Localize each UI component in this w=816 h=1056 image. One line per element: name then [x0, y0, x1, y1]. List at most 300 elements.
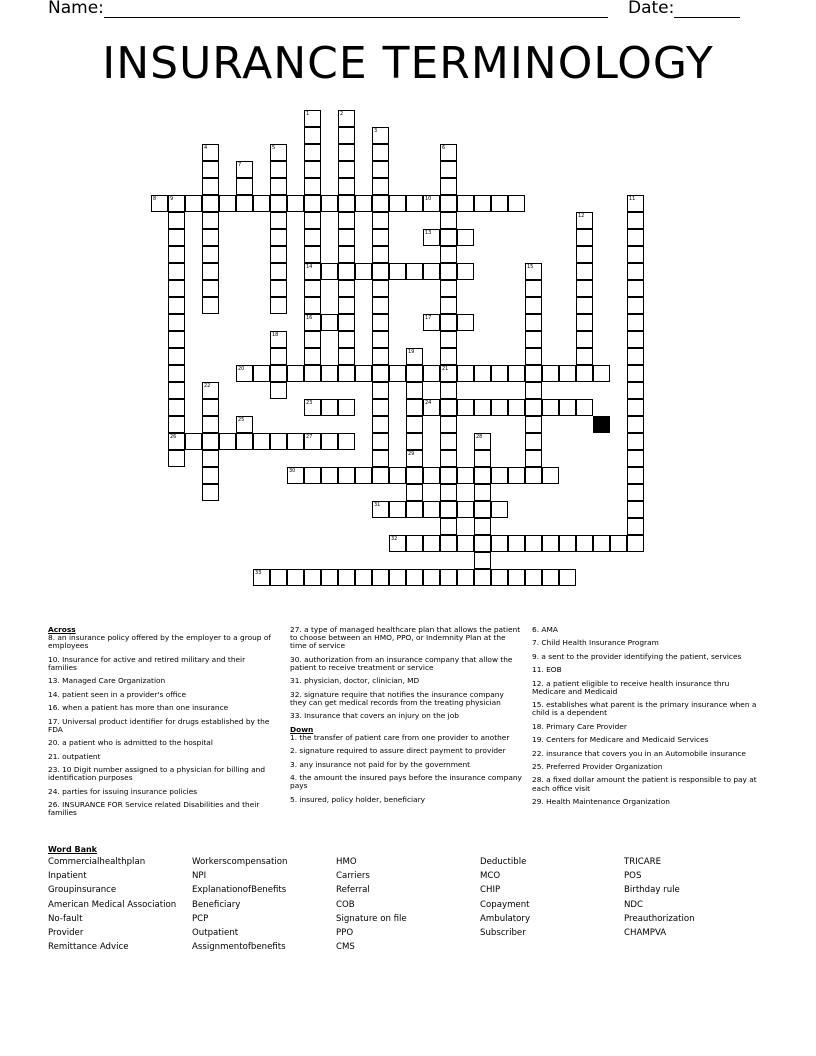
grid-cell[interactable]	[491, 501, 508, 518]
grid-cell[interactable]	[423, 365, 440, 382]
grid-cell[interactable]	[474, 399, 491, 416]
grid-cell[interactable]	[253, 433, 270, 450]
grid-cell[interactable]	[542, 365, 559, 382]
grid-cell[interactable]	[525, 467, 542, 484]
grid-cell[interactable]	[423, 535, 440, 552]
grid-cell[interactable]	[440, 382, 457, 399]
grid-cell[interactable]	[576, 348, 593, 365]
grid-cell[interactable]	[304, 569, 321, 586]
grid-cell[interactable]	[627, 416, 644, 433]
word-bank	[48, 845, 788, 967]
grid-cell[interactable]	[440, 297, 457, 314]
grid-cell[interactable]	[525, 314, 542, 331]
word-bank-item: Remittance Advice	[48, 942, 129, 953]
grid-cell[interactable]	[270, 229, 287, 246]
grid-cell[interactable]	[559, 535, 576, 552]
grid-cell[interactable]	[406, 195, 423, 212]
grid-cell[interactable]	[525, 416, 542, 433]
grid-cell[interactable]	[576, 263, 593, 280]
grid-cell[interactable]	[338, 280, 355, 297]
grid-cell[interactable]	[440, 246, 457, 263]
grid-cell[interactable]	[610, 535, 627, 552]
grid-cell[interactable]	[627, 246, 644, 263]
grid-cell[interactable]	[338, 399, 355, 416]
word-bank-item: Commercialhealthplan	[48, 857, 146, 867]
grid-clue-number: 14	[306, 264, 313, 270]
grid-cell[interactable]	[406, 263, 423, 280]
grid-cell[interactable]	[627, 229, 644, 246]
grid-cell[interactable]	[372, 212, 389, 229]
grid-cell[interactable]	[474, 518, 491, 535]
grid-cell[interactable]	[627, 280, 644, 297]
grid-cell[interactable]	[168, 331, 185, 348]
word-bank-item: Workerscompensation	[192, 857, 288, 867]
grid-cell[interactable]	[525, 569, 542, 586]
grid-cell[interactable]	[304, 365, 321, 382]
grid-cell[interactable]	[338, 127, 355, 144]
grid-cell[interactable]	[270, 433, 287, 450]
grid-cell[interactable]	[168, 382, 185, 399]
grid-cell[interactable]	[321, 314, 338, 331]
clue-down-29: 29. Health Maintenance Organization	[532, 796, 670, 806]
grid-cell[interactable]	[525, 297, 542, 314]
grid-cell[interactable]	[457, 263, 474, 280]
clue-down-25: 25. Preferred Provider Organization	[532, 761, 663, 771]
grid-cell[interactable]	[270, 195, 287, 212]
grid-cell[interactable]	[236, 178, 253, 195]
clue-across-32: 32. signature require that notifies the insurance company they can get medical records from the treating physician	[290, 689, 504, 707]
grid-cell[interactable]	[236, 195, 253, 212]
grid-cell[interactable]	[525, 433, 542, 450]
grid-clue-number: 10	[425, 196, 432, 202]
grid-cell[interactable]	[202, 450, 219, 467]
grid-cell[interactable]	[406, 365, 423, 382]
grid-cell[interactable]	[389, 195, 406, 212]
grid-cell[interactable]	[321, 467, 338, 484]
grid-clue-number: 18	[272, 332, 279, 338]
clue-across-20: 20. a patient who is admitted to the hospital	[48, 738, 213, 748]
grid-cell[interactable]	[372, 280, 389, 297]
grid-cell[interactable]	[508, 569, 525, 586]
grid-cell[interactable]	[627, 331, 644, 348]
grid-cell[interactable]	[168, 246, 185, 263]
grid-cell[interactable]	[440, 569, 457, 586]
grid-cell[interactable]	[372, 569, 389, 586]
grid-cell[interactable]	[372, 161, 389, 178]
grid-cell[interactable]	[406, 399, 423, 416]
grid-cell[interactable]	[372, 178, 389, 195]
grid-cell[interactable]	[168, 348, 185, 365]
clue-across-13: 13. Managed Care Organization	[48, 676, 166, 686]
grid-cell[interactable]	[457, 467, 474, 484]
grid-clue-number: 13	[425, 230, 432, 236]
grid-cell[interactable]	[355, 467, 372, 484]
grid-clue-number: 29	[408, 451, 415, 457]
grid-cell[interactable]	[338, 365, 355, 382]
grid-cell[interactable]	[576, 314, 593, 331]
word-bank-item: Outpatient	[192, 928, 239, 938]
grid-cell[interactable]	[406, 382, 423, 399]
grid-cell[interactable]	[406, 416, 423, 433]
grid-cell[interactable]	[525, 382, 542, 399]
grid-cell[interactable]	[542, 569, 559, 586]
grid-cell[interactable]	[270, 263, 287, 280]
grid-cell[interactable]	[491, 399, 508, 416]
grid-cell[interactable]	[576, 229, 593, 246]
grid-cell[interactable]	[542, 535, 559, 552]
grid-cell[interactable]	[576, 399, 593, 416]
grid-cell[interactable]	[202, 161, 219, 178]
grid-cell[interactable]	[406, 501, 423, 518]
grid-cell[interactable]	[440, 450, 457, 467]
grid-cell[interactable]	[168, 212, 185, 229]
grid-cell[interactable]	[372, 416, 389, 433]
word-bank-item: CHAMPVA	[624, 928, 667, 938]
grid-cell[interactable]	[406, 433, 423, 450]
grid-cell[interactable]	[253, 365, 270, 382]
grid-cell[interactable]	[372, 467, 389, 484]
grid-cell[interactable]	[525, 365, 542, 382]
grid-cell[interactable]	[338, 348, 355, 365]
clue-across-33: 33. Insurance that covers an injury on the job	[290, 711, 459, 721]
word-bank-item: Groupinsurance	[48, 885, 117, 896]
grid-cell[interactable]	[338, 314, 355, 331]
clue-across-21: 21. outpatient	[48, 751, 101, 761]
grid-cell[interactable]	[508, 467, 525, 484]
grid-cell[interactable]	[406, 569, 423, 586]
grid-cell[interactable]	[593, 535, 610, 552]
grid-cell[interactable]	[423, 467, 440, 484]
grid-cell[interactable]	[525, 280, 542, 297]
grid-cell[interactable]	[576, 535, 593, 552]
grid-cell[interactable]	[627, 314, 644, 331]
grid-cell[interactable]	[270, 569, 287, 586]
grid-cell[interactable]	[576, 246, 593, 263]
grid-cell[interactable]	[202, 195, 219, 212]
grid-cell[interactable]	[202, 467, 219, 484]
grid-cell[interactable]	[338, 195, 355, 212]
grid-cell[interactable]	[627, 263, 644, 280]
grid-cell[interactable]	[440, 314, 457, 331]
grid-cell[interactable]	[304, 297, 321, 314]
grid-cell[interactable]	[440, 467, 457, 484]
clue-across-31: 31. physician, doctor, clinician, MD	[290, 676, 420, 686]
word-bank-item: Signature on file	[336, 913, 407, 924]
grid-cell[interactable]	[627, 365, 644, 382]
grid-cell[interactable]	[389, 569, 406, 586]
grid-cell[interactable]	[321, 195, 338, 212]
grid-cell[interactable]	[338, 263, 355, 280]
grid-cell[interactable]	[304, 161, 321, 178]
grid-clue-number: 22	[204, 383, 211, 389]
grid-cell[interactable]	[372, 399, 389, 416]
grid-cell[interactable]	[457, 365, 474, 382]
grid-cell[interactable]	[338, 433, 355, 450]
grid-cell[interactable]	[168, 399, 185, 416]
grid-cell[interactable]	[304, 246, 321, 263]
grid-cell[interactable]	[338, 246, 355, 263]
grid-cell[interactable]	[423, 569, 440, 586]
grid-cell[interactable]	[304, 348, 321, 365]
grid-clue-number: 20	[238, 366, 245, 372]
clue-down-9: 9. a sent to the provider identifying the patient, services	[532, 651, 742, 661]
grid-cell[interactable]	[508, 195, 525, 212]
grid-cell[interactable]	[219, 433, 236, 450]
grid-cell[interactable]	[321, 433, 338, 450]
grid-cell[interactable]	[321, 399, 338, 416]
grid-cell[interactable]	[287, 195, 304, 212]
grid-cell[interactable]	[457, 535, 474, 552]
grid-cell[interactable]	[372, 229, 389, 246]
grid-cell[interactable]	[372, 263, 389, 280]
grid-cell[interactable]	[202, 416, 219, 433]
clue-column-3	[532, 626, 764, 811]
grid-cell[interactable]	[355, 263, 372, 280]
grid-cell[interactable]	[457, 195, 474, 212]
grid-cell[interactable]	[304, 331, 321, 348]
grid-cell[interactable]	[474, 484, 491, 501]
grid-cell[interactable]	[168, 450, 185, 467]
grid-cell[interactable]	[304, 178, 321, 195]
grid-cell[interactable]	[525, 348, 542, 365]
grid-cell[interactable]	[491, 195, 508, 212]
grid-cell[interactable]	[202, 433, 219, 450]
grid-cell[interactable]	[185, 433, 202, 450]
grid-cell[interactable]	[372, 314, 389, 331]
grid-cell[interactable]	[304, 467, 321, 484]
grid-cell[interactable]	[304, 229, 321, 246]
grid-cell[interactable]	[423, 263, 440, 280]
grid-cell[interactable]	[440, 399, 457, 416]
grid-cell[interactable]	[270, 348, 287, 365]
grid-clue-number: 11	[629, 196, 636, 202]
grid-cell[interactable]	[372, 365, 389, 382]
grid-cell[interactable]	[406, 535, 423, 552]
grid-cell[interactable]	[304, 127, 321, 144]
grid-cell[interactable]	[372, 144, 389, 161]
grid-cell[interactable]	[627, 382, 644, 399]
grid-cell[interactable]	[321, 263, 338, 280]
grid-cell[interactable]	[202, 297, 219, 314]
grid-cell[interactable]	[355, 195, 372, 212]
grid-cell[interactable]	[372, 246, 389, 263]
grid-cell[interactable]	[338, 161, 355, 178]
clue-across-10: 10. Insurance for active and retired military and their families	[48, 654, 246, 672]
grid-clue-number: 12	[578, 213, 585, 219]
grid-cell[interactable]	[202, 246, 219, 263]
word-bank-item: ExplanationofBenefits	[192, 885, 287, 896]
grid-cell[interactable]	[627, 484, 644, 501]
clue-across-14: 14. patient seen in a provider's office	[48, 689, 186, 699]
grid-cell[interactable]	[372, 331, 389, 348]
grid-cell[interactable]	[457, 229, 474, 246]
grid-cell[interactable]	[338, 144, 355, 161]
grid-cell[interactable]	[389, 365, 406, 382]
grid-cell[interactable]	[270, 161, 287, 178]
grid-cell[interactable]	[440, 212, 457, 229]
grid-cell[interactable]	[474, 467, 491, 484]
grid-cell[interactable]	[491, 365, 508, 382]
grid-cell[interactable]	[474, 569, 491, 586]
grid-cell[interactable]	[270, 246, 287, 263]
grid-cell[interactable]	[474, 501, 491, 518]
grid-cell[interactable]	[593, 365, 610, 382]
grid-cell[interactable]	[457, 569, 474, 586]
grid-cell[interactable]	[372, 382, 389, 399]
grid-clue-number: 2	[340, 111, 344, 117]
grid-cell[interactable]	[457, 314, 474, 331]
grid-cell[interactable]	[338, 212, 355, 229]
grid-cell[interactable]	[202, 263, 219, 280]
word-bank-list	[48, 857, 788, 967]
grid-cell[interactable]	[270, 280, 287, 297]
grid-cell[interactable]	[304, 212, 321, 229]
grid-cell[interactable]	[627, 535, 644, 552]
grid-cell[interactable]	[202, 178, 219, 195]
grid-cell[interactable]	[457, 501, 474, 518]
grid-cell[interactable]	[457, 399, 474, 416]
grid-cell[interactable]	[627, 212, 644, 229]
grid-cell[interactable]	[304, 280, 321, 297]
grid-cell[interactable]	[389, 263, 406, 280]
grid-cell[interactable]	[440, 501, 457, 518]
grid-cell[interactable]	[627, 399, 644, 416]
grid-cell[interactable]	[474, 365, 491, 382]
grid-cell[interactable]	[627, 518, 644, 535]
grid-cell[interactable]	[440, 433, 457, 450]
grid-cell[interactable]	[270, 382, 287, 399]
grid-cell[interactable]	[440, 195, 457, 212]
grid-cell[interactable]	[525, 535, 542, 552]
grid-cell[interactable]	[508, 535, 525, 552]
grid-cell[interactable]	[355, 569, 372, 586]
grid-cell[interactable]	[270, 212, 287, 229]
grid-cell[interactable]	[627, 450, 644, 467]
grid-cell[interactable]	[440, 331, 457, 348]
grid-cell[interactable]	[253, 195, 270, 212]
grid-cell[interactable]	[491, 467, 508, 484]
grid-cell[interactable]	[287, 433, 304, 450]
grid-cell[interactable]	[389, 501, 406, 518]
grid-cell[interactable]	[338, 569, 355, 586]
grid-cell[interactable]	[372, 433, 389, 450]
grid-cell[interactable]	[202, 484, 219, 501]
grid-cell[interactable]	[474, 552, 491, 569]
grid-cell[interactable]	[355, 365, 372, 382]
grid-cell[interactable]	[168, 263, 185, 280]
grid-cell[interactable]	[168, 416, 185, 433]
grid-cell[interactable]	[270, 178, 287, 195]
grid-cell[interactable]	[168, 365, 185, 382]
grid-cell[interactable]	[185, 195, 202, 212]
grid-cell[interactable]	[321, 365, 338, 382]
grid-cell[interactable]	[406, 467, 423, 484]
grid-cell[interactable]	[338, 178, 355, 195]
grid-cell[interactable]	[423, 501, 440, 518]
grid-cell[interactable]	[372, 297, 389, 314]
grid-cell[interactable]	[576, 297, 593, 314]
grid-cell[interactable]	[559, 569, 576, 586]
grid-cell[interactable]	[168, 280, 185, 297]
grid-cell[interactable]	[525, 331, 542, 348]
grid-cell[interactable]	[168, 314, 185, 331]
grid-cell[interactable]	[270, 365, 287, 382]
grid-cell[interactable]	[627, 501, 644, 518]
grid-cell[interactable]	[372, 450, 389, 467]
grid-cell[interactable]	[202, 399, 219, 416]
grid-cell[interactable]	[525, 399, 542, 416]
grid-cell[interactable]	[372, 195, 389, 212]
grid-cell[interactable]	[491, 569, 508, 586]
word-bank-item: Carriers	[336, 871, 370, 882]
grid-cell[interactable]	[321, 569, 338, 586]
word-bank-item: CHIP	[480, 885, 501, 896]
grid-cell[interactable]	[440, 416, 457, 433]
grid-cell[interactable]	[168, 229, 185, 246]
grid-cell[interactable]	[542, 399, 559, 416]
grid-cell[interactable]	[576, 331, 593, 348]
grid-cell[interactable]	[304, 195, 321, 212]
grid-cell[interactable]	[304, 144, 321, 161]
grid-cell[interactable]	[440, 484, 457, 501]
grid-cell[interactable]	[440, 229, 457, 246]
grid-cell[interactable]	[627, 348, 644, 365]
clue-down-5: 5. insured, policy holder, beneficiary	[290, 794, 426, 804]
word-bank-heading: Word Bank	[48, 845, 98, 854]
grid-cell[interactable]	[474, 450, 491, 467]
grid-cell[interactable]	[338, 467, 355, 484]
grid-cell[interactable]	[372, 348, 389, 365]
grid-cell[interactable]	[440, 348, 457, 365]
grid-cell[interactable]	[440, 263, 457, 280]
grid-cell[interactable]	[338, 297, 355, 314]
grid-cell[interactable]	[440, 518, 457, 535]
grid-cell[interactable]	[338, 331, 355, 348]
grid-cell[interactable]	[559, 399, 576, 416]
grid-cell[interactable]	[338, 229, 355, 246]
grid-cell[interactable]	[202, 229, 219, 246]
grid-cell[interactable]	[440, 161, 457, 178]
grid-cell[interactable]	[219, 195, 236, 212]
clue-across-16: 16. when a patient has more than one insurance	[48, 703, 229, 713]
grid-cell[interactable]	[542, 467, 559, 484]
grid-cell[interactable]	[287, 569, 304, 586]
grid-cell[interactable]	[508, 399, 525, 416]
grid-cell[interactable]	[202, 212, 219, 229]
grid-cell[interactable]	[508, 365, 525, 382]
grid-cell[interactable]	[440, 535, 457, 552]
grid-cell[interactable]	[576, 280, 593, 297]
grid-cell[interactable]	[168, 297, 185, 314]
grid-cell[interactable]	[270, 297, 287, 314]
grid-cell[interactable]	[491, 535, 508, 552]
grid-cell[interactable]	[287, 365, 304, 382]
grid-cell[interactable]	[474, 535, 491, 552]
grid-cell[interactable]	[440, 178, 457, 195]
grid-cell[interactable]	[236, 433, 253, 450]
grid-cell[interactable]	[406, 484, 423, 501]
grid-cell[interactable]	[525, 450, 542, 467]
grid-cell[interactable]	[389, 467, 406, 484]
grid-cell[interactable]	[627, 297, 644, 314]
grid-cell[interactable]	[576, 365, 593, 382]
grid-cell[interactable]	[440, 280, 457, 297]
grid-cell[interactable]	[202, 280, 219, 297]
grid-cell[interactable]	[627, 433, 644, 450]
grid-cell[interactable]	[559, 365, 576, 382]
grid-cell[interactable]	[474, 195, 491, 212]
grid-cell[interactable]	[627, 467, 644, 484]
